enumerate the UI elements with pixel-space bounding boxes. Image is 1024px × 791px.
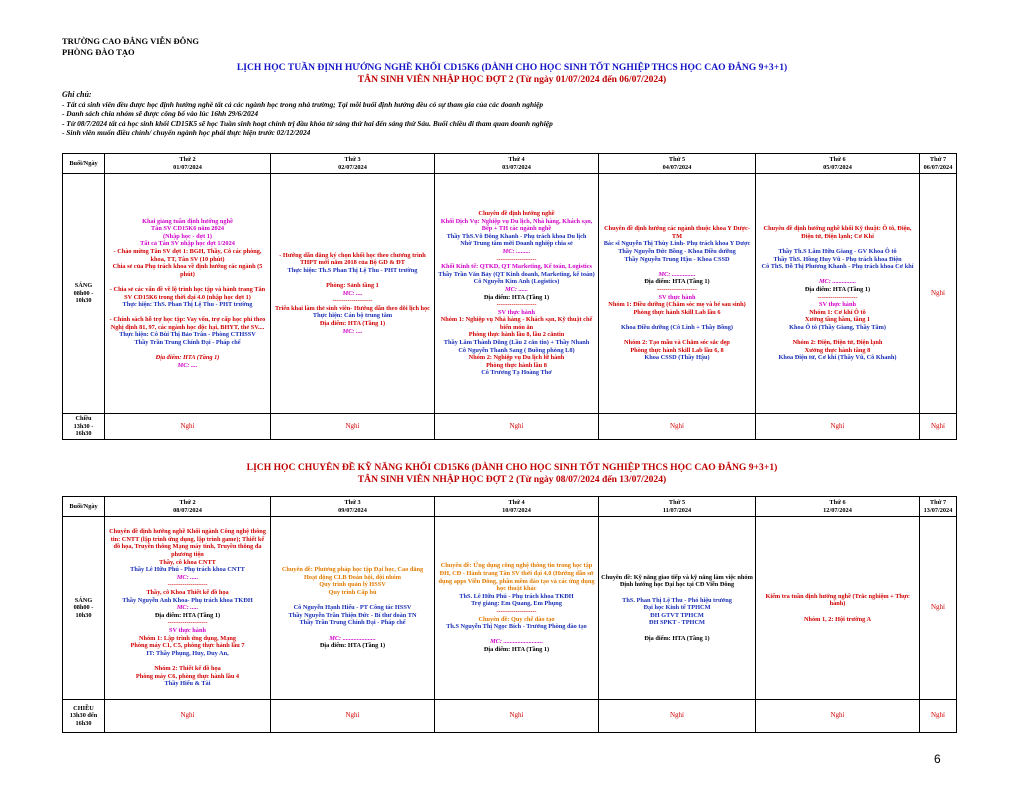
- cell2-fri-morning: Kiểm tra tuần định hướng nghề (Trắc nghiệm + Thực hành) Nhóm 1, 2: Hội trường A: [756, 517, 920, 700]
- school-name: TRƯỜNG CAO ĐẲNG VIỄN ĐÔNG: [62, 36, 199, 46]
- col-head-2: Buổi/Ngày: [63, 497, 105, 517]
- department-name: PHÒNG ĐÀO TẠO: [62, 47, 135, 57]
- week2-afternoon-row: [63, 700, 957, 733]
- week1-notes: [62, 90, 962, 138]
- cell-sat-morning: Nghỉ: [920, 174, 957, 414]
- cell2-mon-afternoon: Nghỉ: [105, 700, 271, 733]
- morning-label: SÁNG 08h00 - 10h30: [63, 174, 105, 414]
- cell2-tue-morning: Chuyên đề: Phương pháp học tập Đại học, Cao đẳng Hoạt động CLB Đoàn hội, đội nhóm Quy trình quản lý HSSV Quy trình Cấp bù Cô Nguyễn Hạnh Hiếu - PT Công tác HSSV Thầy Nguyễn Trần Thiện Đức - Bí thư đoàn TN Thầy Trần Trung Chính Đại - Pháp chế MC: ..................... Địa điểm: HTA (Tầng 1): [271, 517, 435, 700]
- cell-fri-afternoon: Nghỉ: [756, 414, 920, 440]
- cell2-wed-afternoon: Nghỉ: [435, 700, 599, 733]
- cell-mon-morning: Khai giảng tuần định hướng nghề Tân SV CD15K6 năm 2024 (Nhập học - đợt 1) Tất cả Tân SV nhập học đợt 1/2024 - Chào mừng Tân SV đợt 1: BGH, Thầy, Cô các phòng, khoa, TT, Tân SV (10 phút) Chia sẻ của Phụ trách khoa về định hướng các ngành (5 phút) - Chia sẻ các vấn đề về lộ trình học tập và hành trang Tân SV CD15K6 trong thời đại 4.0 (nhập học đợt 1) Thực hiện: ThS. Phan Thị Lệ Thu - PHT trường - Chính sách hỗ trợ học tập: Vay vốn, trợ cấp học phí theo Nghị định 81, 97, các ngành học độc hại, BHYT, thẻ SV.... Thực hiện: Cô Bùi Thị Bảo Trân - Phòng CTHSSV Thầy Trần Trung Chính Đại - Pháp chế Địa điểm: HTA (Tầng 1) MC: ....: [105, 174, 271, 414]
- cell2-thu-afternoon: Nghỉ: [599, 700, 756, 733]
- cell2-sat-morning: Nghỉ: [920, 517, 957, 700]
- cell-tue-afternoon: Nghỉ: [271, 414, 435, 440]
- week1-header-row: [63, 154, 957, 174]
- cell2-fri-afternoon: Nghỉ: [756, 700, 920, 733]
- week2-header-row: [63, 497, 957, 517]
- week2-title: [62, 462, 962, 485]
- page-number: 6: [934, 752, 941, 766]
- cell-tue-morning: - Hướng dẫn đăng ký chọn khối học theo chương trình THPT mới năm 2018 của Bộ GD & ĐT Thực hiện: Th.S Phan Thị Lệ Thu - PHT trường Phòng: Sảnh tầng 1 MC: .... ------------------- Triển khai làm thẻ sinh viên- Hướng dẫn theo dõi lịch học Thực hiện: Cán bộ trung tâm Địa điểm: HTA (Tầng 1) MC: ....: [271, 174, 435, 414]
- day-head-tue: Thứ 3 02/07/2024: [271, 154, 435, 174]
- day-head-thu: Thứ 5 04/07/2024: [599, 154, 756, 174]
- week1-morning-row: [63, 174, 957, 414]
- cell2-wed-morning: Chuyên đề: Ứng dụng công nghệ thông tin trong học tập ĐH, CĐ - Hành trang Tân SV thời đại 4.0 (Hướng dẫn sử dụng apps Viễn Đông, phần mềm đào tạo và các ứng dụng học thuật khác ThS. Lê Hữu Phú - Phụ trách khoa TKĐH Trợ giảng: Em Quang, Em Phụng ------------------- Chuyên đề: Quy chế đào tạo Th.S Nguyễn Thị Ngọc Bích - Trưởng Phòng đào tạo MC: ......................... Địa điểm: HTA (Tầng 1): [435, 517, 599, 700]
- day2-head-sat: Thứ 7 13/07/2024: [920, 497, 957, 517]
- cell-thu-afternoon: Nghỉ: [599, 414, 756, 440]
- note-3: - Từ 08/7/2024 tất cả học sinh khối CD15K5 sẽ học Tuần sinh hoạt chính trị đầu khóa từ sáng thứ hai đến sáng thứ Sáu. Buổi chiều đi tham quan doanh nghiệp: [62, 118, 553, 128]
- cell-wed-morning: Chuyên đề định hướng nghề Khối Dịch Vụ: Nghiệp vụ Du lịch, Nhà hàng, Khách sạn, Bếp + TH các ngành nghề Thầy ThS.Võ Đông Khanh - Phụ trách khoa Du lịch Nhờ Trung tâm mời Doanh nghiệp chia sẻ MC: ......... ------------------- Khối Kinh tế: QTKD, QT Marketing, Kế toán, Logistics Thầy Trần Văn Bảy (QT Kinh doanh, Marketing, kế toán) Cô Nguyễn Kim Anh (Logistics) MC: ...... Địa điểm: HTA (Tầng 1) ------------------- SV thực hành Nhóm 1: Nghiệp vụ Nhà hàng - Khách sạn, Kỹ thuật chế biến món ăn Phòng thực hành lầu 8, lầu 2 căntin Thầy Lâm Thành Dũng (Lầu 2 căn tin) + Thầy Nhanh Cô Nguyễn Thanh Sang ( Buồng phòng L8) Nhóm 2: Nghiệp vụ Du lịch lữ hành Phòng thực hành lầu 8 Cô Trương Tạ Hoàng Thơ: [435, 174, 599, 414]
- cell-mon-afternoon: Nghỉ: [105, 414, 271, 440]
- note-1: - Tất cả sinh viên đều được học định hướng nghề tất cả các ngành học trong nhà trường; Tại mỗi buổi định hướng đều có sự tham gia của các doanh nghiệp: [62, 99, 544, 109]
- day2-head-mon: Thứ 2 08/07/2024: [105, 497, 271, 517]
- note-4: - Sinh viên muốn điều chỉnh/ chuyển ngành học phải thực hiện trước 02/12/2024: [62, 128, 311, 137]
- day-head-fri: Thứ 6 05/07/2024: [756, 154, 920, 174]
- cell-wed-afternoon: Nghỉ: [435, 414, 599, 440]
- week1-title-line2: TÂN SINH VIÊN NHẬP HỌC ĐỢT 2 (Từ ngày 01/07/2024 đến 06/07/2024): [357, 73, 667, 85]
- day-head-mon: Thứ 2 01/07/2024: [105, 154, 271, 174]
- cell2-mon-morning: Chuyên đề định hướng nghề Khối ngành Công nghệ thông tin: CNTT (lập trình ứng dụng, lập trình game); Thiết kế đồ họa, Truyền thông Mạng máy tính, Truyền thông đa phương tiện Thầy, cô khoa CNTT Thầy Lê Hữu Phú - Phụ trách khoa CNTT MC: ..... ------------------- Thầy, cô Khoa Thiết kế đồ họa Thầy Nguyễn Anh Khoa- Phụ trách khoa TKĐH MC: ..... Địa điểm: HTA (Tầng 1) ------------------- SV thực hành Nhóm 1: Lập trình ứng dụng, Mạng Phòng máy C1, C5, phòng thực hành lầu 7 IT: Thầy Phụng, Huy, Duy An, Nhóm 2: Thiết kế đồ họa Phòng máy C6, phòng thực hành lầu 4 Thầy Hiếu & Tài: [105, 517, 271, 700]
- cell-fri-morning: Chuyên đề định hướng nghề khối Kỹ thuật: Ô tô, Điện, Điện tử, Điện lạnh; Cơ Khí Thầy Th.S Lâm Hữu Giang - GV Khoa Ô tô Thầy ThS. Hồng Huy Vũ - Phụ trách khoa Điện Cô ThS. Đỗ Thị Phương Khanh - Phụ trách khoa Cơ khí MC: ............... Địa điểm: HTA (Tầng 1) ------------------- SV thực hành Nhóm 1: Cơ khí Ô tô Xưởng tầng hầm, tầng 1 Khoa Ô tô (Thầy Giang, Thầy Tâm) Nhóm 2: Điện, Điện tử, Điện lạnh Xưởng thực hành tầng 8 Khoa Điện tử, Cơ khí (Thầy Vũ, Cô Khanh): [756, 174, 920, 414]
- day2-head-wed: Thứ 4 10/07/2024: [435, 497, 599, 517]
- cell2-thu-morning: Chuyên đề: Kỹ năng giao tiếp và kỹ năng làm việc nhóm Định hướng học Đại học tại CĐ Viễn Đông ThS. Phan Thị Lệ Thu - Phó hiệu trưởng Đại học Kinh tế TPHCM ĐH GTVT TPHCM ĐH SPKT - TPHCM Địa điểm: HTA (Tầng 1): [599, 517, 756, 700]
- week1-schedule-table: [62, 153, 957, 440]
- day2-head-thu: Thứ 5 11/07/2024: [599, 497, 756, 517]
- week1-title: [62, 62, 962, 85]
- school-header: [62, 36, 199, 58]
- afternoon-label-2: CHIỀU 13h30 đến 16h30: [63, 700, 105, 733]
- cell2-tue-afternoon: Nghỉ: [271, 700, 435, 733]
- note-2: - Danh sách chia nhóm sẽ được công bố vào lúc 16hh 29/6/2024: [62, 109, 259, 118]
- week2-schedule-table: [62, 496, 957, 733]
- day-head-wed: Thứ 4 03/07/2024: [435, 154, 599, 174]
- day2-head-tue: Thứ 3 09/07/2024: [271, 497, 435, 517]
- col-head: Buổi/Ngày: [63, 154, 105, 174]
- week1-title-line1: LỊCH HỌC TUẦN ĐỊNH HƯỚNG NGHỀ KHỐI CD15K6 (DÀNH CHO HỌC SINH TỐT NGHIỆP THCS HỌC CAO ĐẲNG 9+3+1): [236, 62, 788, 73]
- cell2-sat-afternoon: Nghỉ: [920, 700, 957, 733]
- notes-heading: Ghi chú:: [62, 90, 92, 99]
- week2-title-line1: LỊCH HỌC CHUYÊN ĐỀ KỸ NĂNG KHỐI CD15K6 (DÀNH CHO HỌC SINH TỐT NGHIỆP THCS HỌC CAO ĐẲNG 9+3+1): [246, 462, 778, 473]
- day-head-sat: Thứ 7 06/07/2024: [920, 154, 957, 174]
- cell-thu-morning: Chuyên đề định hướng các ngành thuộc khoa Y Dược-TM Bác sĩ Nguyễn Thị Thùy Linh- Phụ trách khoa Y Dược Thầy Nguyễn Đức Bồng - Khoa Điều dưỡng Thầy Nguyễn Trung Hậu - Khoa CSSD MC: ............... Địa điểm: HTA (Tầng 1) ------------------- SV thực hành Nhóm 1: Điều dưỡng (Chăm sóc mẹ và bé sau sinh) Phòng thực hành Skill Lab lầu 6 Khoa Điều dưỡng (Cô Linh + Thầy Bồng) Nhóm 2: Tạo mẫu và Chăm sóc sắc đẹp Phòng thực hành Skill Lab lầu 6, 8 Khoa CSSD (Thầy Hậu): [599, 174, 756, 414]
- day2-head-fri: Thứ 6 12/07/2024: [756, 497, 920, 517]
- week2-title-line2: TÂN SINH VIÊN NHẬP HỌC ĐỢT 2 (Từ ngày 08/07/2024 đến 13/07/2024): [357, 473, 667, 485]
- morning-label-2: SÁNG 08h00 - 10h30: [63, 517, 105, 700]
- week1-afternoon-row: [63, 414, 957, 440]
- afternoon-label: Chiều 13h30 - 16h30: [63, 414, 105, 440]
- cell-sat-afternoon: Nghỉ: [920, 414, 957, 440]
- week2-morning-row: [63, 517, 957, 700]
